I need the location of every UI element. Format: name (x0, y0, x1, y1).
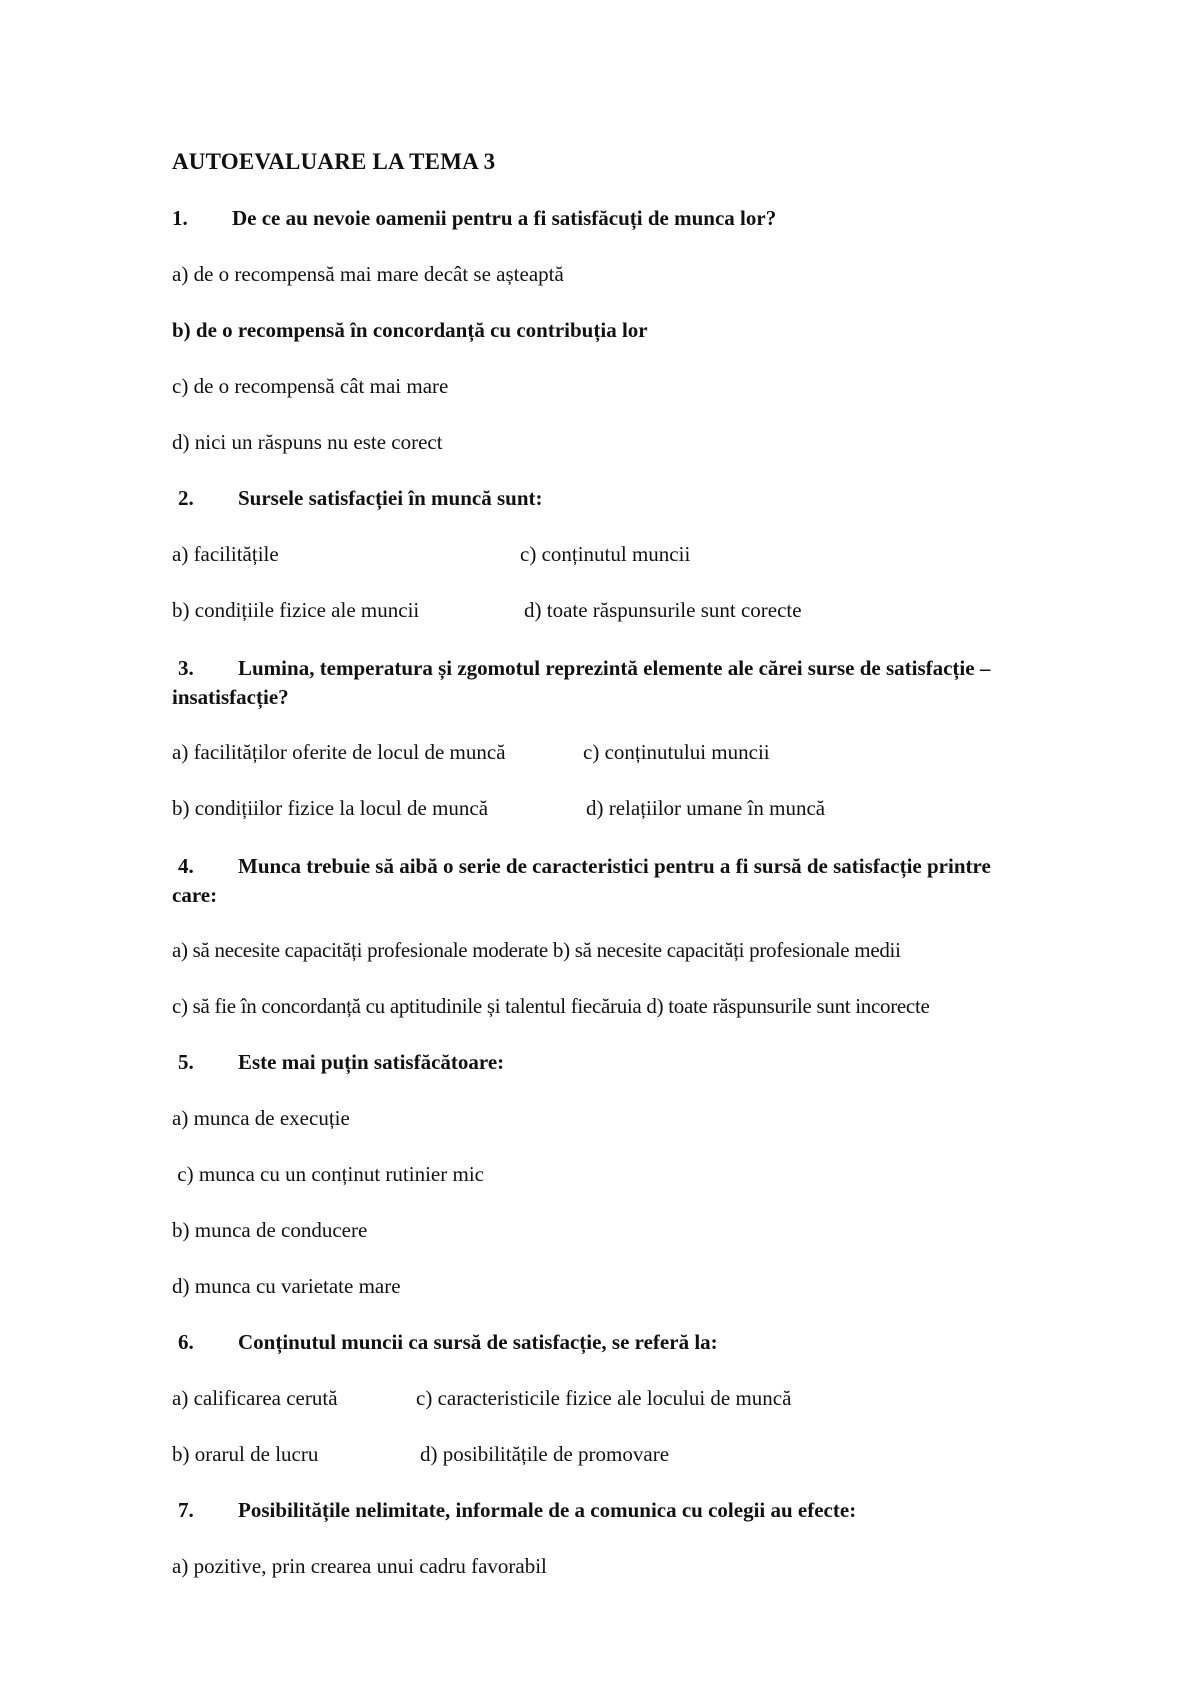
answer-3a: a) facilităților oferite de locul de muncă (172, 740, 506, 764)
answer-3c: c) conținutului muncii (583, 740, 770, 764)
question-number: 1. (172, 206, 188, 230)
answer-3d: d) relațiilor umane în muncă (586, 796, 826, 820)
answer-2d: d) toate răspunsurile sunt corecte (524, 598, 802, 622)
answer-5d: d) munca cu varietate mare (172, 1274, 401, 1298)
question-number: 6. (178, 1330, 194, 1354)
page-title: AUTOEVALUARE LA TEMA 3 (172, 149, 496, 174)
question-text: Posibilitățile nelimitate, informale de a comunica cu colegii au efecte: (238, 1498, 857, 1522)
answer-6a: a) calificarea cerută (172, 1386, 338, 1410)
question-4-continued: care: (172, 883, 218, 907)
answer-4ab: a) să necesite capacități profesionale moderate b) să necesite capacități profesionale medii (172, 938, 901, 962)
question-number: 4. (178, 854, 194, 878)
question-text: Sursele satisfacției în muncă sunt: (238, 486, 543, 510)
answer-1c: c) de o recompensă cât mai mare (172, 374, 449, 398)
question-2 (178, 484, 543, 512)
question-number: 7. (178, 1498, 194, 1522)
answer-2c: c) conținutul muncii (520, 542, 691, 566)
answer-5b: b) munca de conducere (172, 1218, 368, 1242)
question-text: Munca trebuie să aibă o serie de caracteristici pentru a fi sursă de satisfacție printre (238, 854, 991, 878)
answer-4cd: c) să fie în concordanță cu aptitudinile și talentul fiecăruia d) toate răspunsurile sunt incorecte (172, 994, 930, 1018)
question-7 (178, 1496, 856, 1524)
answer-1a: a) de o recompensă mai mare decât se așteaptă (172, 262, 564, 286)
answer-2a: a) facilitățile (172, 542, 279, 566)
question-number: 5. (178, 1050, 194, 1074)
answer-6d: d) posibilitățile de promovare (420, 1442, 670, 1466)
question-text: Lumina, temperatura și zgomotul reprezintă elemente ale cărei surse de satisfacție – (238, 656, 991, 680)
question-5 (178, 1048, 504, 1076)
question-1 (172, 204, 776, 232)
question-3 (178, 654, 990, 682)
answer-1d: d) nici un răspuns nu este corect (172, 430, 443, 454)
question-text: Este mai puțin satisfăcătoare: (238, 1050, 505, 1074)
question-number: 2. (178, 486, 194, 510)
answer-6b: b) orarul de lucru (172, 1442, 319, 1466)
answer-3b: b) condițiilor fizice la locul de muncă (172, 796, 489, 820)
question-3-continued: insatisfacție? (172, 685, 289, 709)
question-4 (178, 852, 991, 880)
question-6 (178, 1328, 718, 1356)
answer-2b: b) condițiile fizice ale muncii (172, 598, 420, 622)
answer-5a: a) munca de execuție (172, 1106, 350, 1130)
question-text: Conținutul muncii ca sursă de satisfacție, se referă la: (238, 1330, 718, 1354)
answer-5c: c) munca cu un conținut rutinier mic (172, 1162, 484, 1186)
answer-6c: c) caracteristicile fizice ale locului de muncă (416, 1386, 792, 1410)
answer-1b: b) de o recompensă în concordanță cu contribuția lor (172, 318, 648, 342)
question-number: 3. (178, 656, 194, 680)
answer-7a: a) pozitive, prin crearea unui cadru favorabil (172, 1554, 547, 1578)
question-text: De ce au nevoie oamenii pentru a fi satisfăcuți de munca lor? (232, 206, 777, 230)
